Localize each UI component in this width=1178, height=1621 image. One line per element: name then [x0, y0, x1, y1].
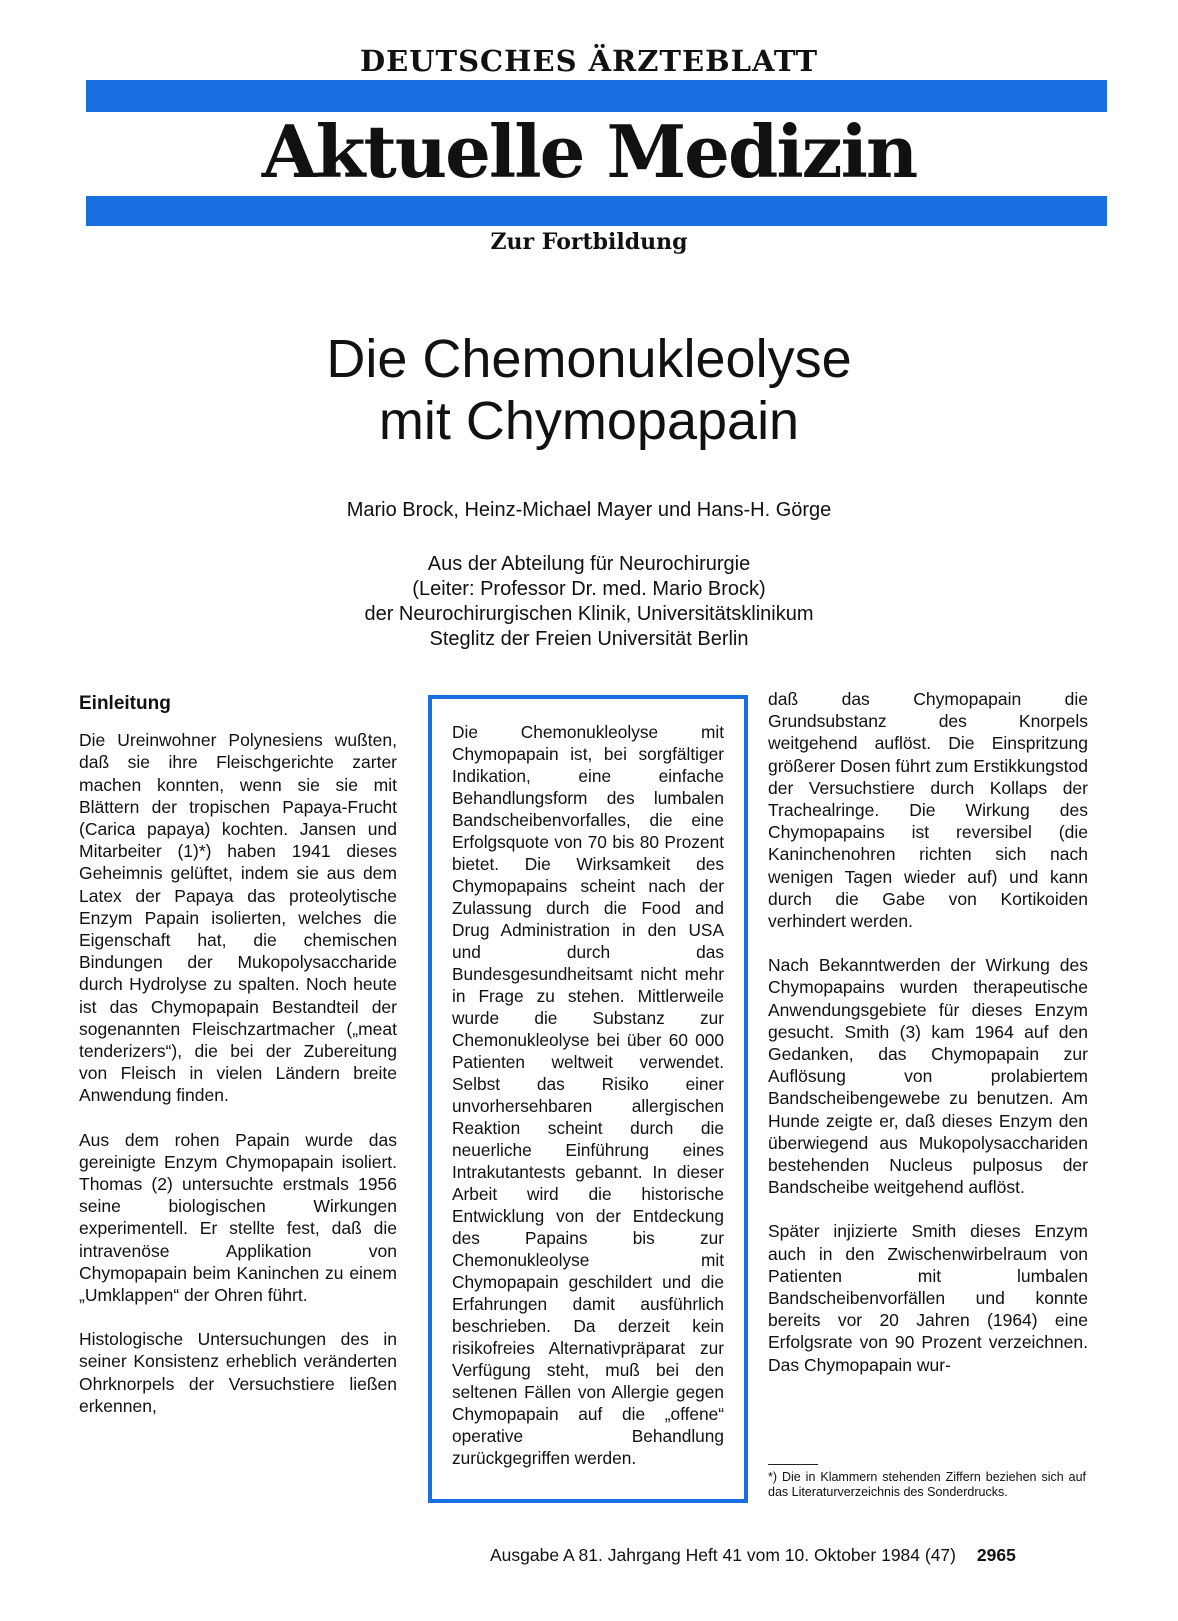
body-paragraph: Nach Bekanntwerden der Wirkung des Chymopapains wurden therapeutische Anwendungsgebiete für dieses Enzym gesucht. Smith (3) kam 1964 auf den Gedanken, das Chymopapain zur Auflösung von prolabiertem Bandscheibengewebe zu benutzen. Am Hunde zeigte er, daß dieses Enzym den überwiegend aus Mukopolysacchariden bestehenden Nucleus pulposus der Bandscheibe weitgehend auflöst. — [768, 955, 1088, 1198]
column-left — [79, 693, 397, 1417]
page-footer — [490, 1545, 1090, 1566]
article-authors: Mario Brock, Heinz-Michael Mayer und Hans-H. Görge — [346, 499, 832, 521]
issue-info: Ausgabe A 81. Jahrgang Heft 41 vom 10. Oktober 1984 (47) — [490, 1545, 956, 1565]
body-paragraph: Die Ureinwohner Polynesiens wußten, daß sie ihre Fleischgerichte zarter machen konnten, wenn sie sie mit Blättern der tropischen Papaya-Frucht (Carica papaya) kochten. Jansen und Mitarbeiter (1)*) haben 1941 dieses Geheimnis gelüftet, indem sie aus dem Latex der Papaya das proteolytische Enzym Papain isolierten, welches die Eigenschaft hat, die chemischen Bindungen der Mukopolysaccharide durch Hydrolyse zu spalten. Noch heute ist das Chymopapain Bestandteil der sogenannten Fleischzartmacher („meat tenderizers“), die bei der Zubereitung von Fleisch in vielen Ländern breite Anwendung finden. — [79, 730, 397, 1106]
section-subrubric: Zur Fortbildung — [490, 229, 688, 255]
masthead: DEUTSCHES ÄRZTEBLATT — [359, 44, 819, 78]
page-number: 2965 — [976, 1545, 1016, 1565]
section-heading: Einleitung — [79, 693, 171, 714]
body-paragraph: daß das Chymopapain die Grundsubstanz des Knorpels weitgehend auflöst. Die Einspritzung größerer Dosen führt zum Erstikkungstod der Versuchstiere durch Kollaps der Trachealringe. Die Wirkung des Chymopapains ist reversibel (die Kaninchenohren richten sich nach wenigen Tagen wieder auf) und kann durch die Gabe von Kortikoiden verhindert werden. — [768, 689, 1088, 932]
body-paragraph: Histologische Untersuchungen des in seiner Konsistenz erheblich veränderten Ohrknorpels der Versuchstiere ließen erkennen, — [79, 1329, 397, 1416]
affiliation — [0, 552, 1178, 652]
affiliation-line: Steglitz der Freien Universität Berlin — [429, 628, 749, 650]
section-rubric: Aktuelle Medizin — [261, 109, 917, 194]
body-paragraph: Später injizierte Smith dieses Enzym auch in den Zwischenwirbelraum von Patienten mit lumbalen Bandscheibenvorfällen und konnte bereits vor 20 Jahren (1964) eine Erfolgsrate von 90 Prozent verzeichnen. Das Chymopapain wur- — [768, 1221, 1088, 1375]
footnote: *) Die in Klammern stehenden Ziffern beziehen sich auf das Literaturverzeichnis des Sonderdrucks. — [768, 1470, 1086, 1499]
affiliation-line: (Leiter: Professor Dr. med. Mario Brock) — [412, 578, 766, 600]
affiliation-line: der Neurochirurgischen Klinik, Universitätsklinikum — [364, 603, 814, 625]
column-right — [768, 688, 1088, 1376]
summary-text: Die Chemonukleolyse mit Chymopapain ist, bei sorgfältiger Indikation, eine einfache Behandlungsform des lumbalen Bandscheibenvorfalles, die eine Erfolgsquote von 70 bis 80 Prozent bietet. Die Wirksamkeit des Chymopapains scheint nach der Zulassung durch die Food and Drug Administration in den USA und durch das Bundesgesundheitsamt nicht mehr in Frage zu stehen. Mittlerweile wurde die Substanz zur Chemonukleolyse bei über 60 000 Patienten weltweit verwendet. Selbst das Risiko einer unvorhersehbaren allergischen Reaktion scheint durch die neuerliche Einführung eines Intrakutantests gebannt. In dieser Arbeit wird die historische Entwicklung von der Entdeckung des Papains bis zur Chemonukleolyse mit Chymopapain geschildert und die Erfahrungen damit ausführlich beschrieben. Da derzeit kein risikofreies Alternativpräparat zur Verfügung steht, muß bei den seltenen Fällen von Allergie gegen Chymopapain auf die „offene“ operative Behandlung zurückgegriffen werden. — [452, 722, 724, 1468]
footnote-rule — [768, 1464, 818, 1465]
affiliation-line: Aus der Abteilung für Neurochirurgie — [427, 553, 751, 575]
title-line-1: Die Chemonukleolyse — [326, 329, 852, 389]
article-title — [0, 328, 1178, 452]
body-paragraph: Aus dem rohen Papain wurde das gereinigte Enzym Chymopapain isoliert. Thomas (2) untersuchte erstmals 1956 seine biologischen Wirkungen experimentell. Er stellte fest, daß die intravenöse Applikation von Chymopapain beim Kaninchen zu einem „Umklappen“ der Ohren führt. — [79, 1129, 397, 1306]
title-line-2: mit Chymopapain — [378, 391, 800, 451]
masthead-bottom-bar — [86, 196, 1107, 226]
summary-box — [428, 695, 748, 1503]
